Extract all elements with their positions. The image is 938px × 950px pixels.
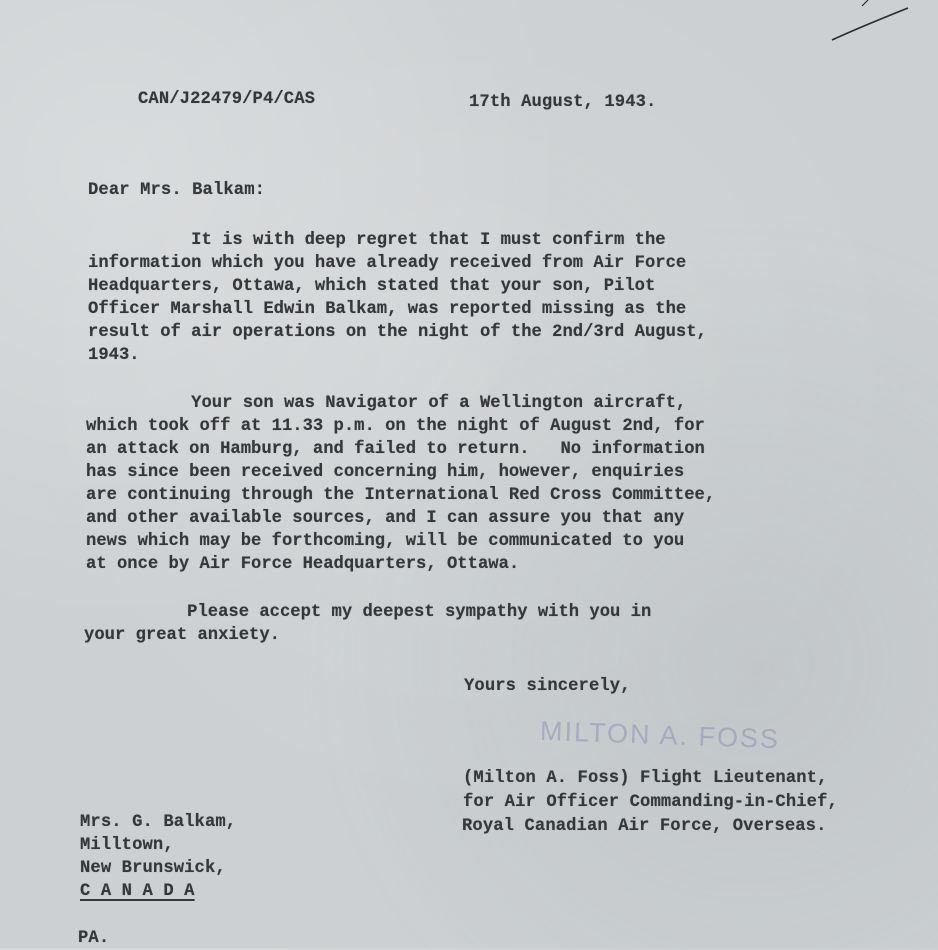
paragraph-line: Please accept my deepest sympathy with you in [84,603,652,622]
paragraph-line: information which you have already received from Air Force [88,254,687,273]
paragraph-line: Headquarters, Ottawa, which stated that your son, Pilot [88,277,656,296]
paragraph-line: an attack on Hamburg, and failed to return. No information [86,440,705,459]
pen-mark [828,0,938,50]
signature-line: Royal Canadian Air Force, Overseas. [462,817,827,836]
signature-line: (Milton A. Foss) Flight Lieutenant, [463,769,828,788]
recipient-town: Milltown, [80,836,174,855]
paragraph-line: Your son was Navigator of a Wellington aircraft, [88,394,687,413]
signature-line: for Air Officer Commanding-in-Chief, [463,793,838,812]
paragraph-line: It is with deep regret that I must confirm the [88,231,666,250]
recipient-name: Mrs. G. Balkam, [80,813,237,832]
paragraph-line: which took off at 11.33 p.m. on the night of August 2nd, for [86,417,705,436]
paragraph-line: has since been received concerning him, however, enquiries [86,463,685,482]
letter-date: 17th August, 1943. [469,93,657,112]
paragraph-line: are continuing through the International Red Cross Committee, [86,486,716,505]
name-stamp: MILTON A. FOSS [539,715,781,755]
typist-initials: PA. [78,929,110,948]
salutation: Dear Mrs. Balkam: [88,181,266,200]
paragraph-line: Officer Marshall Edwin Balkam, was reported missing as the [88,300,687,319]
recipient-country: C A N A D A [80,882,195,901]
paragraph-line: your great anxiety. [84,626,280,645]
recipient-province: New Brunswick, [80,859,226,878]
paragraph-line: and other available sources, and I can assure you that any [86,509,685,528]
paragraph-line: at once by Air Force Headquarters, Ottawa. [86,555,520,574]
paragraph-line: result of air operations on the night of the 2nd/3rd August, [88,323,707,342]
closing: Yours sincerely, [464,677,631,696]
paragraph-line: news which may be forthcoming, will be communicated to you [86,532,685,551]
reference-number: CAN/J22479/P4/CAS [138,90,316,109]
paragraph-line: 1943. [88,346,140,365]
